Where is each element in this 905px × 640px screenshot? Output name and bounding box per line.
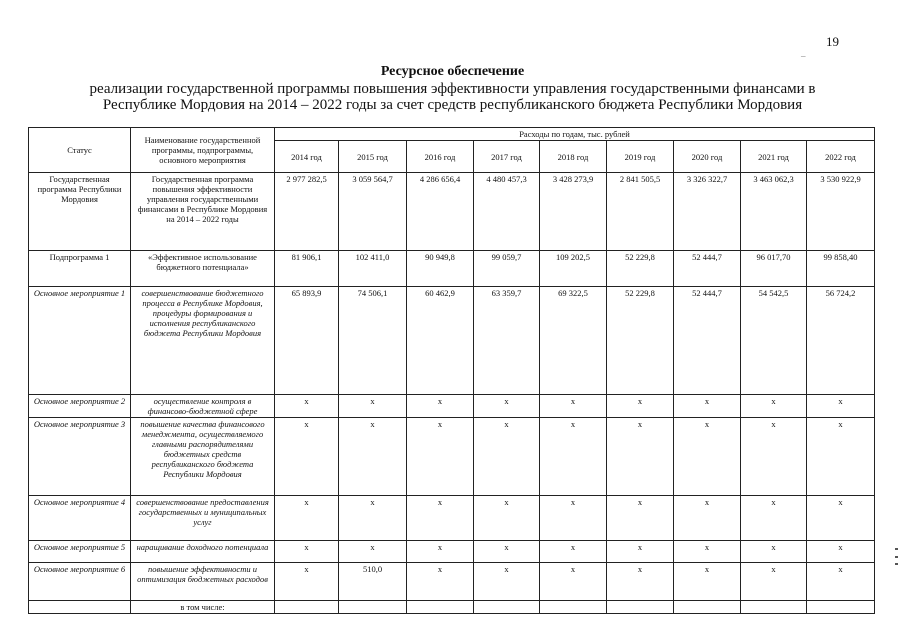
row-value-2018-год: 109 202,5 <box>540 251 607 287</box>
margin-mark: – <box>801 51 806 61</box>
row-value-2021-год: x <box>741 563 807 601</box>
row-value-2015-год: 510,0 <box>339 563 407 601</box>
header-row-1 <box>29 128 875 141</box>
row-value-2014-год: x <box>275 563 339 601</box>
row-value-2014-год: x <box>275 496 339 541</box>
row-value-2015-год: x <box>339 496 407 541</box>
edge-mark <box>895 563 898 565</box>
header-year: 2016 год <box>407 141 474 173</box>
resource-table <box>28 127 875 614</box>
page-number: 19 <box>826 34 839 49</box>
table-row <box>29 287 875 395</box>
row-value-2017-год: 99 059,7 <box>474 251 540 287</box>
row-value-2019-год <box>607 601 674 614</box>
row-value-2014-год: 81 906,1 <box>275 251 339 287</box>
row-value-2019-год: x <box>607 418 674 496</box>
row-value-2019-год: 2 841 505,5 <box>607 173 674 251</box>
row-status: Основное мероприятие 6 <box>29 563 131 601</box>
row-value-2022-год: x <box>807 563 875 601</box>
row-name: Государственная программа повышения эффективности управления государственными финансами в Республике Мордовия на 2014 – 2022 годы <box>131 173 275 251</box>
document-subtitle-line1: реализации государственной программы повышения эффективности управления государственными финансами в <box>89 81 816 97</box>
row-value-2019-год: 52 229,8 <box>607 251 674 287</box>
row-value-2018-год: x <box>540 418 607 496</box>
document-subtitle-line2: Республике Мордовия на 2014 – 2022 годы за счет средств республиканского бюджета Республики Мордовия <box>102 97 803 113</box>
row-value-2017-год: 4 480 457,3 <box>474 173 540 251</box>
row-status: Основное мероприятие 4 <box>29 496 131 541</box>
row-value-2019-год: x <box>607 496 674 541</box>
row-value-2014-год: x <box>275 418 339 496</box>
row-value-2017-год: x <box>474 496 540 541</box>
row-name: совершенствование предоставления государственных и муниципальных услуг <box>131 496 275 541</box>
header-year: 2022 год <box>807 141 875 173</box>
row-name: совершенствование бюджетного процесса в Республике Мордовия, процедуры формирования и исполнения республиканского бюджета Республики Мордовия <box>131 287 275 395</box>
row-value-2018-год: x <box>540 395 607 418</box>
row-value-2022-год <box>807 601 875 614</box>
row-value-2017-год: x <box>474 563 540 601</box>
row-value-2018-год: 69 322,5 <box>540 287 607 395</box>
row-value-2017-год: x <box>474 418 540 496</box>
row-status: Основное мероприятие 3 <box>29 418 131 496</box>
row-value-2015-год <box>339 601 407 614</box>
row-value-2018-год <box>540 601 607 614</box>
row-value-2015-год: x <box>339 395 407 418</box>
row-value-2014-год: x <box>275 541 339 563</box>
table-row <box>29 173 875 251</box>
row-value-2021-год: 3 463 062,3 <box>741 173 807 251</box>
row-value-2022-год: x <box>807 418 875 496</box>
row-value-2021-год: x <box>741 496 807 541</box>
row-value-2016-год <box>407 601 474 614</box>
row-value-2020-год: x <box>674 563 741 601</box>
row-name: наращивание доходного потенциала <box>131 541 275 563</box>
header-year: 2017 год <box>474 141 540 173</box>
table-row <box>29 563 875 601</box>
row-value-2016-год: 60 462,9 <box>407 287 474 395</box>
header-name: Наименование государственной программы, подпрограммы, основного мероприятия <box>131 128 275 173</box>
header-year: 2015 год <box>339 141 407 173</box>
row-value-2022-год: x <box>807 395 875 418</box>
row-value-2020-год: 52 444,7 <box>674 287 741 395</box>
row-value-2018-год: x <box>540 496 607 541</box>
table-row <box>29 496 875 541</box>
row-value-2021-год: 96 017,70 <box>741 251 807 287</box>
row-value-2021-год: x <box>741 541 807 563</box>
row-status: Подпрограмма 1 <box>29 251 131 287</box>
row-value-2021-год <box>741 601 807 614</box>
row-value-2020-год: x <box>674 395 741 418</box>
row-value-2021-год: x <box>741 395 807 418</box>
row-value-2017-год: x <box>474 541 540 563</box>
row-status <box>29 601 131 614</box>
row-value-2015-год: x <box>339 418 407 496</box>
header-year: 2019 год <box>607 141 674 173</box>
row-value-2019-год: x <box>607 563 674 601</box>
row-value-2020-год: x <box>674 418 741 496</box>
table-row <box>29 601 875 614</box>
row-value-2020-год: 3 326 322,7 <box>674 173 741 251</box>
row-name: в том числе: <box>131 601 275 614</box>
row-value-2019-год: 52 229,8 <box>607 287 674 395</box>
row-value-2015-год: x <box>339 541 407 563</box>
row-status: Государственная программа Республики Мордовия <box>29 173 131 251</box>
header-year: 2018 год <box>540 141 607 173</box>
row-value-2016-год: x <box>407 395 474 418</box>
row-name: повышение эффективности и оптимизация бюджетных расходов <box>131 563 275 601</box>
row-value-2015-год: 102 411,0 <box>339 251 407 287</box>
row-value-2018-год: x <box>540 563 607 601</box>
header-expenses: Расходы по годам, тыс. рублей <box>275 128 875 141</box>
row-value-2017-год <box>474 601 540 614</box>
row-status: Основное мероприятие 1 <box>29 287 131 395</box>
row-status: Основное мероприятие 2 <box>29 395 131 418</box>
row-value-2020-год: 52 444,7 <box>674 251 741 287</box>
row-value-2019-год: x <box>607 541 674 563</box>
row-value-2016-год: 90 949,8 <box>407 251 474 287</box>
row-status: Основное мероприятие 5 <box>29 541 131 563</box>
row-value-2014-год <box>275 601 339 614</box>
row-value-2020-год: x <box>674 541 741 563</box>
table-row <box>29 541 875 563</box>
edge-mark <box>895 548 898 550</box>
row-value-2017-год: x <box>474 395 540 418</box>
row-value-2016-год: x <box>407 541 474 563</box>
row-value-2016-год: x <box>407 418 474 496</box>
header-year: 2021 год <box>741 141 807 173</box>
row-value-2018-год: 3 428 273,9 <box>540 173 607 251</box>
row-value-2021-год: 54 542,5 <box>741 287 807 395</box>
row-value-2022-год: x <box>807 541 875 563</box>
row-name: «Эффективное использование бюджетного потенциала» <box>131 251 275 287</box>
header-year: 2014 год <box>275 141 339 173</box>
row-value-2020-год: x <box>674 496 741 541</box>
document-title: Ресурсное обеспечение <box>380 64 525 79</box>
row-value-2022-год: 99 858,40 <box>807 251 875 287</box>
row-value-2014-год: 2 977 282,5 <box>275 173 339 251</box>
header-status: Статус <box>29 128 131 173</box>
row-value-2014-год: 65 893,9 <box>275 287 339 395</box>
table-row <box>29 395 875 418</box>
header-year: 2020 год <box>674 141 741 173</box>
row-value-2020-год <box>674 601 741 614</box>
row-value-2016-год: x <box>407 496 474 541</box>
table-row <box>29 251 875 287</box>
row-name: повышение качества финансового менеджмента, осуществляемого главными распорядителями бюджетных средств республиканского бюджета Республики Мордовия <box>131 418 275 496</box>
row-value-2017-год: 63 359,7 <box>474 287 540 395</box>
row-value-2022-год: 56 724,2 <box>807 287 875 395</box>
row-value-2016-год: 4 286 656,4 <box>407 173 474 251</box>
row-value-2022-год: x <box>807 496 875 541</box>
row-value-2018-год: x <box>540 541 607 563</box>
row-value-2015-год: 74 506,1 <box>339 287 407 395</box>
row-value-2014-год: x <box>275 395 339 418</box>
row-value-2021-год: x <box>741 418 807 496</box>
table-row <box>29 418 875 496</box>
row-value-2019-год: x <box>607 395 674 418</box>
row-value-2022-год: 3 530 922,9 <box>807 173 875 251</box>
row-value-2015-год: 3 059 564,7 <box>339 173 407 251</box>
row-name: осуществление контроля в финансово-бюджетной сфере <box>131 395 275 418</box>
row-value-2016-год: x <box>407 563 474 601</box>
edge-mark <box>895 556 898 558</box>
